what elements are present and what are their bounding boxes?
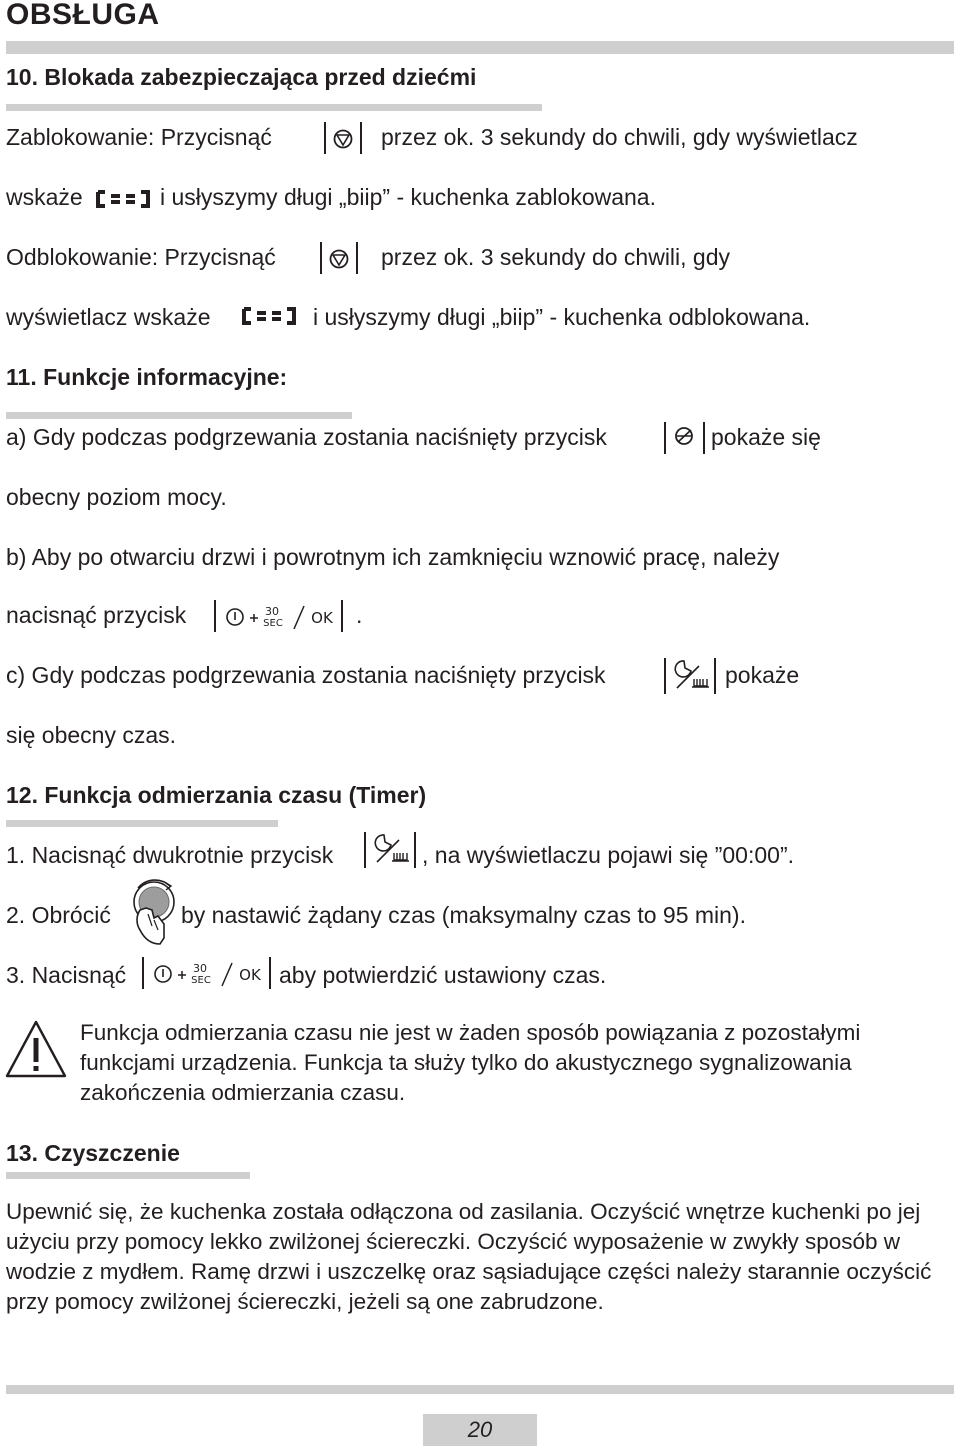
start-ok-button-icon [142,955,274,991]
start-ok-button-icon [214,598,346,634]
start-30-label: 30 [265,605,279,618]
info-c-text-3: się obecny czas. [6,722,177,748]
clock-timer-button-icon [364,830,420,870]
section-10-heading: 10. Blokada zabezpieczająca przed dziećmi [6,64,477,90]
section-11-heading: 11. Funkcje informacyjne: [6,364,288,390]
stop-button-icon [320,240,360,276]
clock-timer-button-icon [664,656,720,696]
info-c-text-2: pokaże [725,662,800,688]
lock-text-c: wskaże [6,184,83,210]
lock-text-b: przez ok. 3 sekundy do chwili, gdy wyświetlacz [381,124,858,150]
unlock-text-d: i usłyszymy długi „biip” - kuchenka odblokowana. [313,304,811,330]
page-number: 20 [423,1414,537,1446]
start-30-label: 30 [193,962,207,975]
timer-step-3b: aby potwierdzić ustawiony czas. [279,962,607,988]
cleaning-text: Upewnić się, że kuchenka została odłączona od zasilania. Oczyścić wnętrze kuchenki po jej użyciu przy pomocy lekko zwilżonej ściereczki. Oczyścić wyposażenie w zwykły sposób w wodzie z mydłem. Ramę drzwi i uszczelkę oraz sąsiadujące części należy starannie oczyścić przy pomocy zwilżonej ściereczki, jeżeli są one zabrudzone. [6,1199,932,1314]
info-b-text-3: . [356,602,363,628]
unlock-text-a: Odblokowanie: Przycisnąć [6,244,276,270]
start-sec-label: SEC [263,618,283,629]
warning-icon [4,1018,68,1080]
info-a-text-2: pokaże się [711,424,821,450]
unlock-text-b: przez ok. 3 sekundy do chwili, gdy [381,244,731,270]
stop-button-icon [324,120,364,156]
section-11-underline [6,412,352,419]
timer-step-2a: 2. Obrócić [6,902,111,928]
info-a-text-1: a) Gdy podczas podgrzewania zostania naciśnięty przycisk [6,424,607,450]
lock-text-a: Zablokowanie: Przycisnąć [6,124,272,150]
info-c-text-1: c) Gdy podczas podgrzewania zostania naciśnięty przycisk [6,662,606,688]
timer-step-2b: by nastawić żądany czas (maksymalny czas to 95 min). [181,902,746,928]
lock-display-icon [94,189,152,209]
section-13-underline [6,1172,250,1179]
section-12-underline [6,820,278,827]
timer-step-1b: , na wyświetlaczu pojawi się ”00:00”. [422,842,794,868]
info-a-text-3: obecny poziom mocy. [6,484,227,510]
section-10-underline [6,104,542,111]
lock-display-icon [240,306,298,326]
info-b-text-2: nacisnąć przycisk [6,602,187,628]
footer-divider [6,1385,954,1394]
unlock-text-c: wyświetlacz wskaże [6,304,211,330]
power-button-icon [664,420,708,456]
page-title: OBSŁUGA [6,0,160,31]
start-ok-label: OK [239,966,261,984]
start-sec-label: SEC [191,975,211,986]
start-ok-label: OK [311,609,333,627]
timer-step-3a: 3. Nacisnąć [6,962,127,988]
header-divider [6,41,954,54]
section-13-heading: 13. Czyszczenie [6,1140,180,1166]
warning-text: Funkcja odmierzania czasu nie jest w żaden sposób powiązania z pozostałymi funkcjami urządzenia. Funkcja ta służy tylko do akustycznego sygnalizowania zakończenia odmierzania czasu. [80,1020,861,1105]
rotary-knob-hand-icon [130,880,176,948]
lock-text-d: i usłyszymy długi „biip” - kuchenka zablokowana. [160,184,656,210]
section-12-heading: 12. Funkcja odmierzania czasu (Timer) [6,782,427,808]
info-b-text-1: b) Aby po otwarciu drzwi i powrotnym ich zamknięciu wznowić pracę, należy [6,544,780,570]
timer-step-1a: 1. Nacisnąć dwukrotnie przycisk [6,842,334,868]
